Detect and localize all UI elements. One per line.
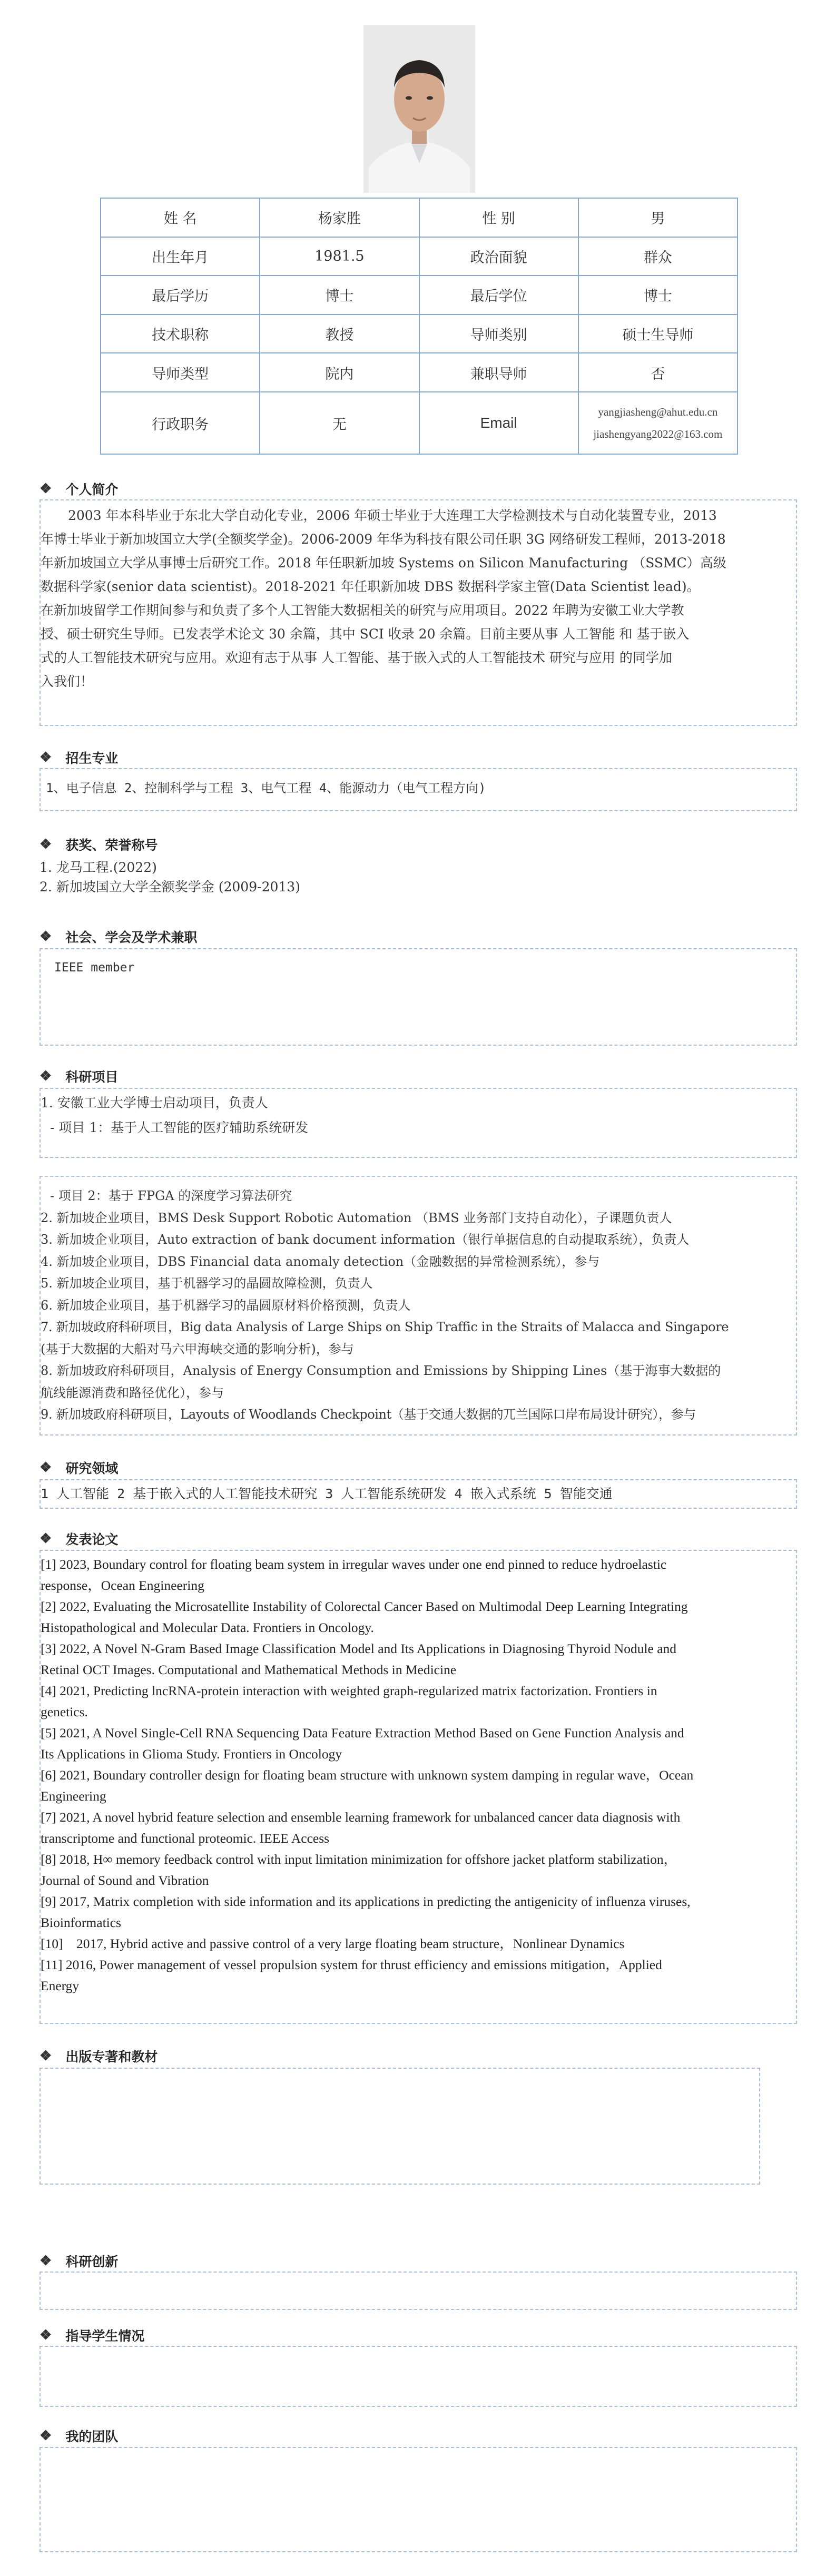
paper-line: transcriptome and functional proteomic. IEEE Access (41, 1831, 330, 1846)
papers-box (40, 1550, 797, 2024)
society-item: IEEE member (54, 961, 135, 975)
table-row (101, 392, 737, 454)
label-cell: 技术职称 (101, 314, 260, 353)
students-box (40, 2346, 797, 2407)
intro-box (40, 499, 797, 726)
value-cell: 博士 (260, 276, 419, 314)
diamond-bullet-icon: ❖ (40, 837, 52, 852)
paper-line: [2] 2022, Evaluating the Microsatellite Instability of Colorectal Cancer Based on Multimodal Deep Learning Integrating (41, 1599, 688, 1614)
label-cell: 行政职务 (101, 392, 260, 454)
paper-line: Its Applications in Glioma Study. Frontiers in Oncology (41, 1746, 342, 1762)
label-cell: 出生年月 (101, 237, 260, 276)
section-title-text: 出版专著和教材 (65, 2049, 158, 2064)
value-cell: 群众 (578, 237, 737, 276)
diamond-bullet-icon: ❖ (40, 2048, 52, 2064)
section-title-text: 指导学生情况 (65, 2328, 145, 2344)
paper-line: Retinal OCT Images. Computational and Mathematical Methods in Medicine (41, 1662, 457, 1677)
email-link-1[interactable]: yangjiasheng@ahut.edu.cn (598, 406, 718, 418)
project-item: 4. 新加坡企业项目，DBS Financial data anomaly detection（金融数据的异常检测系统），参与 (41, 1254, 600, 1269)
intro-line: 数据科学家(senior data scientist)。2018-2021 年任职新加坡 DBS 数据科学家主管(Data Scientist lead)。 (41, 579, 700, 594)
books-box (40, 2068, 760, 2185)
intro-line: 式的人工智能技术研究与应用。欢迎有志于从事 人工智能、基于嵌入式的人工智能技术 研究与应用 的同学加 (41, 650, 672, 665)
value-cell: 杨家胜 (260, 198, 419, 237)
award-item: 2. 新加坡国立大学全额奖学金 (2009-2013) (40, 879, 300, 894)
diamond-bullet-icon: ❖ (40, 750, 52, 765)
paper-line: Bioinformatics (41, 1915, 121, 1930)
fields-text: 1 人工智能 2 基于嵌入式的人工智能技术研究 3 人工智能系统研发 4 嵌入式系统 5 智能交通 (41, 1486, 613, 1501)
paper-line: response，Ocean Engineering (41, 1578, 204, 1593)
projects-box-2 (40, 1176, 797, 1436)
table-row (101, 237, 737, 276)
project-item: 航线能源消费和路径优化），参与 (41, 1385, 224, 1400)
project-item: (基于大数据的大船对马六甲海峡交通的影响分析)，参与 (41, 1341, 354, 1356)
section-title-papers (40, 1529, 118, 1548)
fields-box (40, 1479, 797, 1509)
diamond-bullet-icon: ❖ (40, 2253, 52, 2269)
paper-line: [10] 2017, Hybrid active and passive control of a very large floating beam structure，Nonlinear Dynamics (41, 1936, 625, 1951)
section-title-text: 我的团队 (65, 2429, 119, 2444)
paper-line: genetics. (41, 1704, 88, 1719)
paper-line: [11] 2016, Power management of vessel propulsion system for thrust efficiency and emissions mitigation，Applied (41, 1957, 662, 1972)
section-title-team (40, 2426, 118, 2445)
intro-line: 2003 年本科毕业于东北大学自动化专业，2006 年硕士毕业于大连理工大学检测技术与自动化装置专业，2013 (68, 508, 717, 523)
table-row (101, 276, 737, 314)
profile-photo (363, 25, 475, 193)
section-title-projects (40, 1067, 118, 1086)
email-link-2[interactable]: jiashengyang2022@163.com (593, 428, 723, 440)
majors-box (40, 768, 797, 811)
project-item: - 项目 2：基于 FPGA 的深度学习算法研究 (50, 1188, 292, 1203)
paper-line: Engineering (41, 1788, 106, 1804)
diamond-bullet-icon: ❖ (40, 2327, 52, 2343)
team-box (40, 2447, 797, 2552)
intro-line: 授、硕士研究生导师。已发表学术论文 30 余篇，其中 SCI 收录 20 余篇。目前主要从事 人工智能 和 基于嵌入 (41, 626, 690, 642)
profile-table (100, 198, 738, 455)
projects-box-1 (40, 1088, 797, 1158)
section-title-text: 个人简介 (65, 482, 119, 497)
table-row (101, 314, 737, 353)
section-title-text: 科研创新 (65, 2254, 119, 2269)
awards-list (40, 858, 300, 897)
section-title-innovation (40, 2251, 118, 2270)
section-title-text: 获奖、荣誉称号 (65, 838, 158, 853)
section-title-text: 招生专业 (65, 751, 119, 766)
paper-line: [7] 2021, A novel hybrid feature selection and ensemble learning framework for unbalanced cancer data diagnosis with (41, 1810, 681, 1825)
paper-line: Energy (41, 1978, 80, 1993)
value-cell: 1981.5 (260, 237, 419, 276)
paper-line: [9] 2017, Matrix completion with side information and its applications in predicting the antigenicity of influenza viruses, (41, 1894, 691, 1909)
project-item: 5. 新加坡企业项目，基于机器学习的晶圆故障检测，负责人 (41, 1276, 373, 1291)
societies-box (40, 948, 797, 1046)
section-title-societies (40, 927, 197, 946)
value-cell: 教授 (260, 314, 419, 353)
project-item: 1. 安徽工业大学博士启动项目，负责人 (41, 1095, 268, 1110)
value-cell: 院内 (260, 353, 419, 392)
majors-text: 1、电子信息 2、控制科学与工程 3、电气工程 4、能源动力（电气工程方向) (46, 781, 486, 795)
section-title-text: 研究领域 (65, 1461, 119, 1476)
intro-line: 在新加坡留学工作期间参与和负责了多个人工智能大数据相关的研究与应用项目。2022 年聘为安徽工业大学教 (41, 603, 684, 618)
section-title-text: 发表论文 (65, 1532, 119, 1547)
email-values (578, 392, 737, 454)
award-item: 1. 龙马工程.(2022) (40, 860, 157, 875)
value-cell: 硕士生导师 (578, 314, 737, 353)
value-cell: 博士 (578, 276, 737, 314)
project-item: 6. 新加坡企业项目，基于机器学习的晶圆原材料价格预测，负责人 (41, 1297, 411, 1313)
intro-line: 入我们！ (41, 674, 94, 689)
label-cell: 导师类型 (101, 353, 260, 392)
section-title-students (40, 2326, 144, 2345)
paper-line: [5] 2021, A Novel Single-Cell RNA Sequencing Data Feature Extraction Method Based on Gene Function Analysis and (41, 1725, 684, 1741)
label-cell: 性 别 (419, 198, 578, 237)
innovation-box (40, 2272, 797, 2310)
value-cell: 否 (578, 353, 737, 392)
table-row (101, 353, 737, 392)
table-row (101, 198, 737, 237)
label-cell: 导师类别 (419, 314, 578, 353)
diamond-bullet-icon: ❖ (40, 1460, 52, 1476)
label-cell: 最后学历 (101, 276, 260, 314)
section-title-intro (40, 479, 118, 498)
value-cell: 男 (578, 198, 737, 237)
label-cell: 姓 名 (101, 198, 260, 237)
label-cell: 兼职导师 (419, 353, 578, 392)
value-cell: 无 (260, 392, 419, 454)
section-title-awards (40, 835, 158, 854)
diamond-bullet-icon: ❖ (40, 1531, 52, 1547)
project-item: 2. 新加坡企业项目，BMS Desk Support Robotic Automation （BMS 业务部门支持自动化），子课题负责人 (41, 1210, 672, 1225)
paper-line: [6] 2021, Boundary controller design for floating beam structure with unknown system damping in regular wave，Ocean (41, 1767, 694, 1783)
diamond-bullet-icon: ❖ (40, 929, 52, 945)
diamond-bullet-icon: ❖ (40, 481, 52, 497)
paper-line: [1] 2023, Boundary control for floating beam system in irregular waves under one end pinned to reduce hydroelastic (41, 1557, 667, 1572)
intro-line: 年博士毕业于新加坡国立大学(全额奖学金)。2006-2009 年华为科技有限公司任职 3G 网络研发工程师，2013-2018 (41, 532, 726, 547)
section-title-text: 科研项目 (65, 1069, 119, 1085)
paper-line: [3] 2022, A Novel N-Gram Based Image Classification Model and Its Applications in Diagnosing Thyroid Nodule and (41, 1641, 677, 1656)
section-title-text: 社会、学会及学术兼职 (65, 930, 198, 945)
paper-line: Histopathological and Molecular Data. Frontiers in Oncology. (41, 1620, 374, 1635)
paper-line: [8] 2018, H∞ memory feedback control with input limitation minimization for offshore jacket platform stabilization， (41, 1852, 677, 1867)
email-label: Email (419, 392, 578, 454)
label-cell: 政治面貌 (419, 237, 578, 276)
label-cell: 最后学位 (419, 276, 578, 314)
paper-line: Journal of Sound and Vibration (41, 1873, 209, 1888)
project-item: 9. 新加坡政府科研项目，Layouts of Woodlands Checkpoint（基于交通大数据的兀兰国际口岸布局设计研究），参与 (41, 1407, 696, 1422)
project-item: - 项目 1：基于人工智能的医疗辅助系统研发 (50, 1120, 309, 1135)
diamond-bullet-icon: ❖ (40, 1068, 52, 1084)
intro-line: 年新加坡国立大学从事博士后研究工作。2018 年任职新加坡 Systems on Silicon Manufacturing （SSMC）高级 (41, 555, 726, 571)
section-title-majors (40, 748, 118, 767)
section-title-books (40, 2047, 158, 2066)
project-item: 8. 新加坡政府科研项目，Analysis of Energy Consumption and Emissions by Shipping Lines（基于海事大数据的 (41, 1363, 721, 1378)
project-item: 7. 新加坡政府科研项目，Big data Analysis of Large Ships on Ship Traffic in the Straits of Malacca and Singapore (41, 1320, 729, 1334)
paper-line: [4] 2021, Predicting lncRNA-protein interaction with weighted graph-regularized matrix factorization. Frontiers in (41, 1683, 657, 1698)
section-title-fields (40, 1458, 118, 1477)
project-item: 3. 新加坡企业项目，Auto extraction of bank document information（银行单据信息的自动提取系统），负责人 (41, 1232, 690, 1247)
diamond-bullet-icon: ❖ (40, 2428, 52, 2444)
